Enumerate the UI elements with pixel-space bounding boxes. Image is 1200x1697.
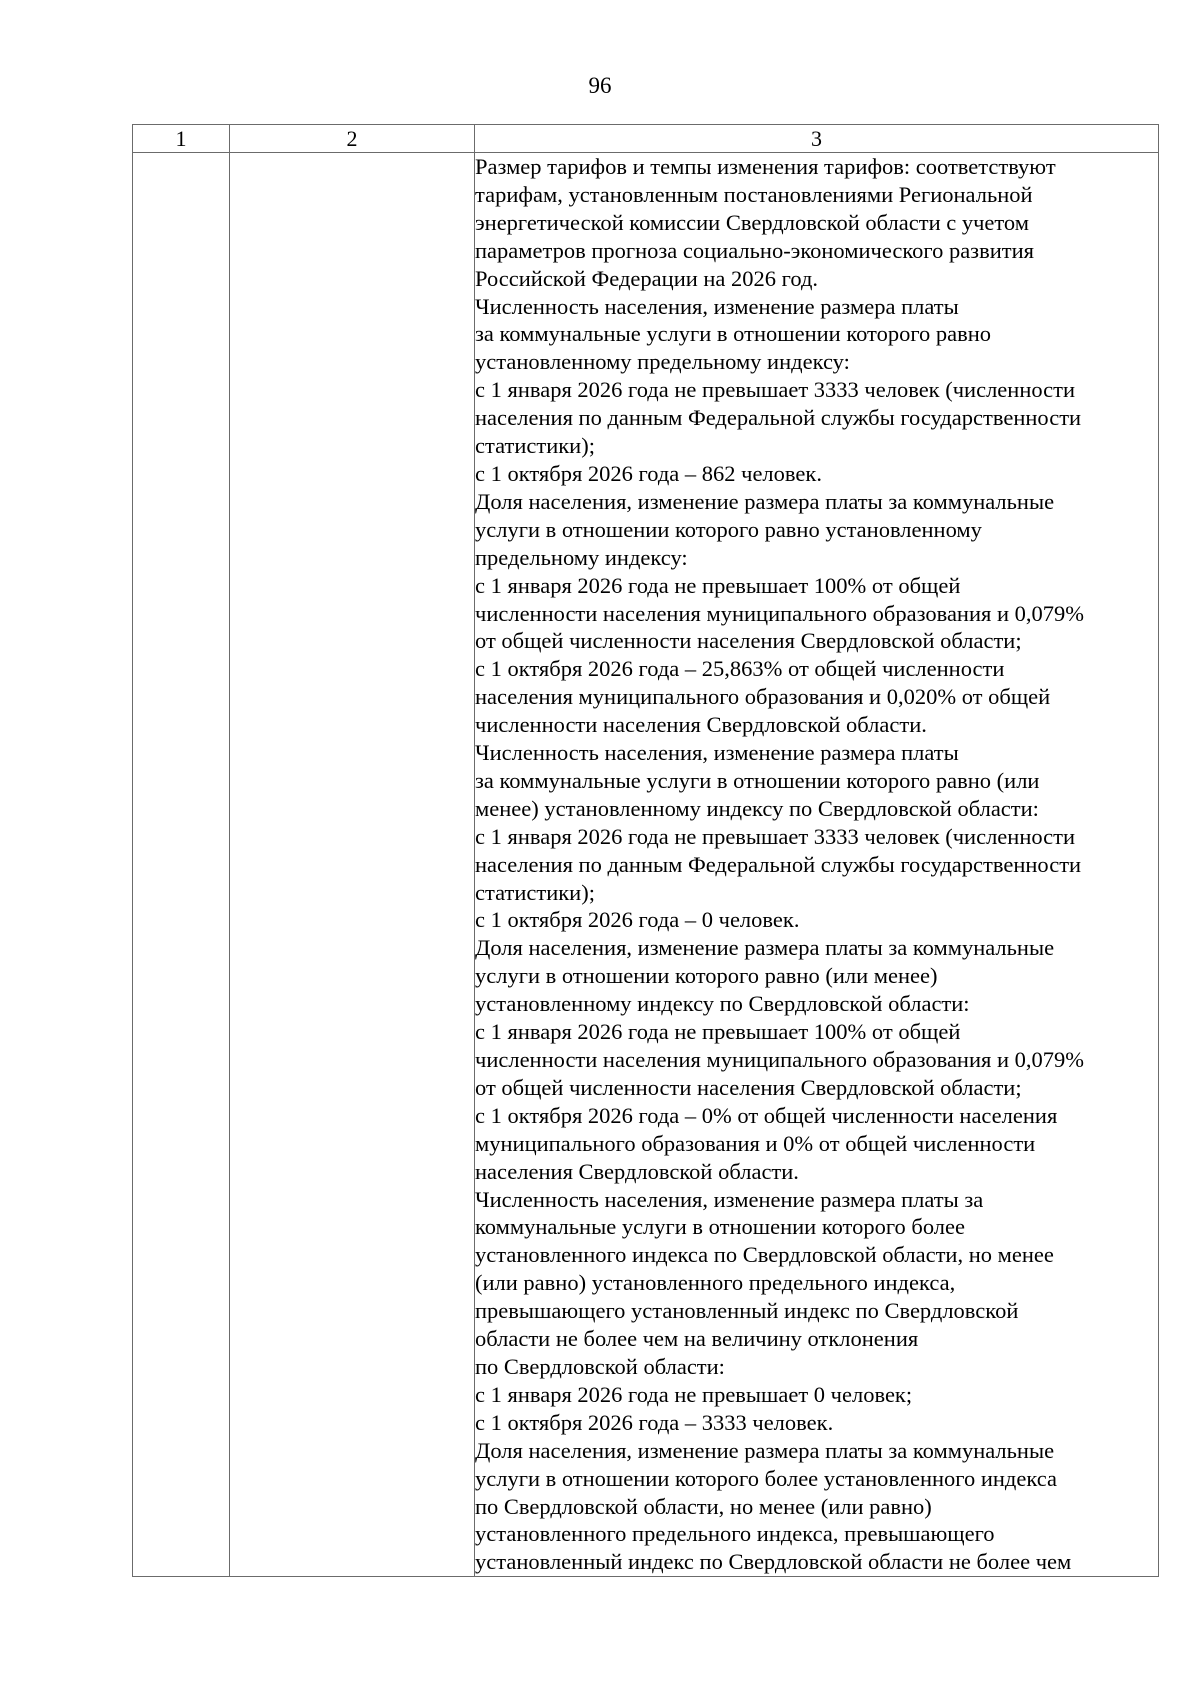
page-number: 96: [588, 73, 612, 98]
table-row: [133, 153, 1159, 1577]
table-header-row: [133, 125, 1159, 153]
table-cell-col1: [133, 153, 230, 1577]
column-header-1: 1: [133, 125, 230, 153]
table-cell-col2: [230, 153, 475, 1577]
table-cell-col3-text: Размер тарифов и темпы изменения тарифов: соответствуют тарифам, установленным постановлениями Региональной энергетической комиссии Свердловской области с учетом параметров прогноза социально-экономического развития Российской Федерации на 2026 год. Численность населения, изменение размера платы за коммунальные услуги в отношении которого равно установленному предельному индексу: с 1 января 2026 года не превышает 3333 человек (численности населения по данным Федеральной службы государственности статистики); с 1 октября 2026 года – 862 человек. Доля населения, изменение размера платы за коммунальные услуги в отношении которого равно установленному предельному индексу: с 1 января 2026 года не превышает 100% от общей численности населения муниципального образования и 0,079% от общей численности населения Свердловской области; с 1 октября 2026 года – 25,863% от общей численности населения муниципального образования и 0,020% от общей численности населения Свердловской области. Численность населения, изменение размера платы за коммунальные услуги в отношении которого равно (или менее) установленному индексу по Свердловской области: с 1 января 2026 года не превышает 3333 человек (численности населения по данным Федеральной службы государственности статистики); с 1 октября 2026 года – 0 человек. Доля населения, изменение размера платы за коммунальные услуги в отношении которого равно (или менее) установленному индексу по Свердловской области: с 1 января 2026 года не превышает 100% от общей численности населения муниципального образования и 0,079% от общей численности населения Свердловской области; с 1 октября 2026 года – 0% от общей численности населения муниципального образования и 0% от общей численности населения Свердловской области. Численность населения, изменение размера платы за коммунальные услуги в отношении которого более установленного индекса по Свердловской области, но менее (или равно) установленного предельного индекса, превышающего установленный индекс по Свердловской области не более чем на величину отклонения по Свердловской области: с 1 января 2026 года не превышает 0 человек; с 1 октября 2026 года – 3333 человек. Доля населения, изменение размера платы за коммунальные услуги в отношении которого более установленного индекса по Свердловской области, но менее (или равно) установленного предельного индекса, превышающего установленный индекс по Свердловской области не более чем: [475, 153, 1159, 1577]
column-header-2: 2: [230, 125, 475, 153]
column-header-3: 3: [475, 125, 1159, 153]
document-table: [132, 124, 1159, 1577]
